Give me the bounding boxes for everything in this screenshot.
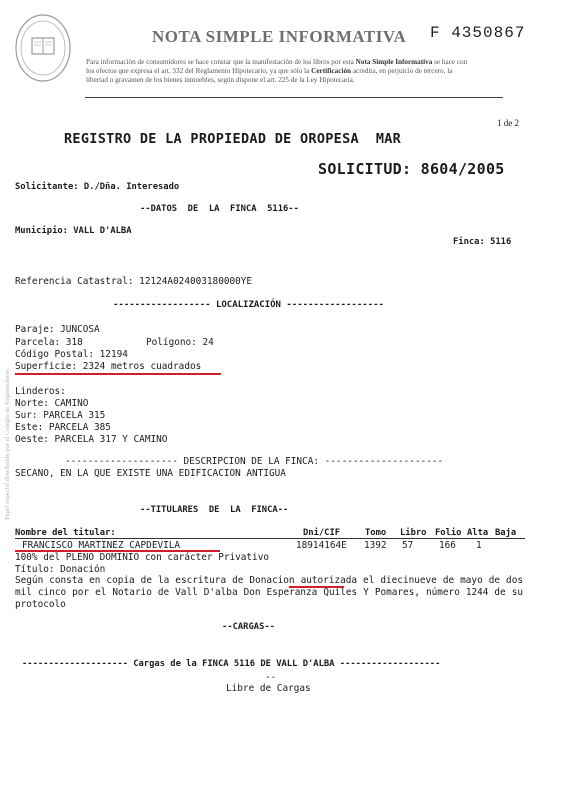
donacion-highlight-underline — [289, 586, 344, 588]
legal-disclaimer: Para información de consumidores se hace constar que la manifestación de los libros por esta Nota Simple Informativa se hace con los efectos que expresa el art. 332 del Reglamento Hipotecario, ya que sólo la Certificación acredita, en perjuicio de tercero, la libertad o gravamen de los bienes inmuebles, según dispone el art. 225 de la Ley Hipotecaria. — [86, 58, 468, 85]
table-header-rule — [15, 538, 525, 539]
col-tomo-header: Tomo — [365, 528, 387, 538]
finca-number: Finca: 5116 — [453, 237, 512, 247]
solicitante: Solicitante: D./Dña. Interesado — [15, 182, 180, 192]
referencia-catastral: Referencia Catastral: 12124A024003180000YE — [15, 276, 253, 287]
datos-finca-heading: --DATOS DE LA FINCA 5116-- — [140, 204, 299, 214]
cargas-dash: -- — [265, 672, 277, 683]
lindero-oeste: Oeste: PARCELA 317 Y CAMINO — [15, 434, 168, 445]
titular-libro: 57 — [402, 540, 414, 551]
document-code: F 4350867 — [430, 24, 526, 42]
registry-title: REGISTRO DE LA PROPIEDAD DE OROPESA MAR — [64, 131, 402, 147]
header-divider — [85, 97, 503, 98]
paraje: Paraje: JUNCOSA — [15, 324, 100, 335]
linderos-title: Linderos: — [15, 386, 66, 397]
solicitud-number: SOLICITUD: 8604/2005 — [318, 160, 505, 178]
localizacion-heading: ------------------ LOCALIZACIÓN ------------------ — [113, 300, 384, 310]
registry-seal-icon — [14, 12, 72, 84]
descripcion-text: SECANO, EN LA QUE EXISTE UNA EDIFICACION ANTIGUA — [15, 468, 286, 479]
municipio: Municipio: VALL D'ALBA — [15, 226, 132, 236]
page-number: 1 de 2 — [497, 118, 519, 128]
titular-nombre: FRANCISCO MARTINEZ CAPDEVILA — [22, 540, 181, 551]
superficie-highlight-underline — [15, 373, 221, 375]
descripcion-heading: -------------------- DESCRIPCION DE LA FINCA: --------------------- — [65, 456, 444, 467]
parcela: Parcela: 318 — [15, 337, 83, 348]
poligono: Polígono: 24 — [146, 337, 214, 348]
col-nombre-header: Nombre del titular: — [15, 528, 116, 538]
lindero-sur: Sur: PARCELA 315 — [15, 410, 106, 421]
lindero-norte: Norte: CAMINO — [15, 398, 89, 409]
col-dni-header: Dni/CIF — [303, 528, 341, 538]
dominio-text: 100% del PLENO DOMINIO con carácter Privativo — [15, 552, 269, 563]
escritura-text: Según consta en copia de la escritura de Donacion autorizada el diecinueve de mayo de dos mil cinco por el Notario de Vall D'alba Don Esperanza Quiles Y Pomares, número 1244 de su protocolo — [15, 575, 523, 610]
titulares-heading: --TITULARES DE LA FINCA-- — [140, 505, 289, 515]
col-alta-header: Alta — [467, 528, 489, 538]
titular-tomo: 1392 — [364, 540, 387, 551]
titular-dni: 18914164E — [296, 540, 347, 551]
libre-de-cargas: Libre de Cargas — [226, 683, 311, 694]
cargas-heading: --CARGAS-- — [222, 622, 275, 632]
codigo-postal: Código Postal: 12194 — [15, 349, 128, 360]
titulo-text: Título: Donación — [15, 564, 106, 575]
col-folio-header: Folio — [435, 528, 462, 538]
donacion-keyword: Donacion — [249, 575, 295, 586]
document-type-title: NOTA SIMPLE INFORMATIVA — [152, 27, 407, 46]
superficie: Superficie: 2324 metros cuadrados — [15, 361, 202, 372]
col-baja-header: Baja — [495, 528, 517, 538]
titular-alta: 1 — [476, 540, 482, 551]
cargas-line: -------------------- Cargas de la FINCA 5116 DE VALL D'ALBA ------------------- — [22, 659, 441, 669]
titular-folio: 166 — [439, 540, 456, 551]
lindero-este: Este: PARCELA 385 — [15, 422, 111, 433]
col-libro-header: Libro — [400, 528, 427, 538]
side-watermark-text: Papel especial distribuido por el Colegio de Registradores — [4, 369, 11, 520]
